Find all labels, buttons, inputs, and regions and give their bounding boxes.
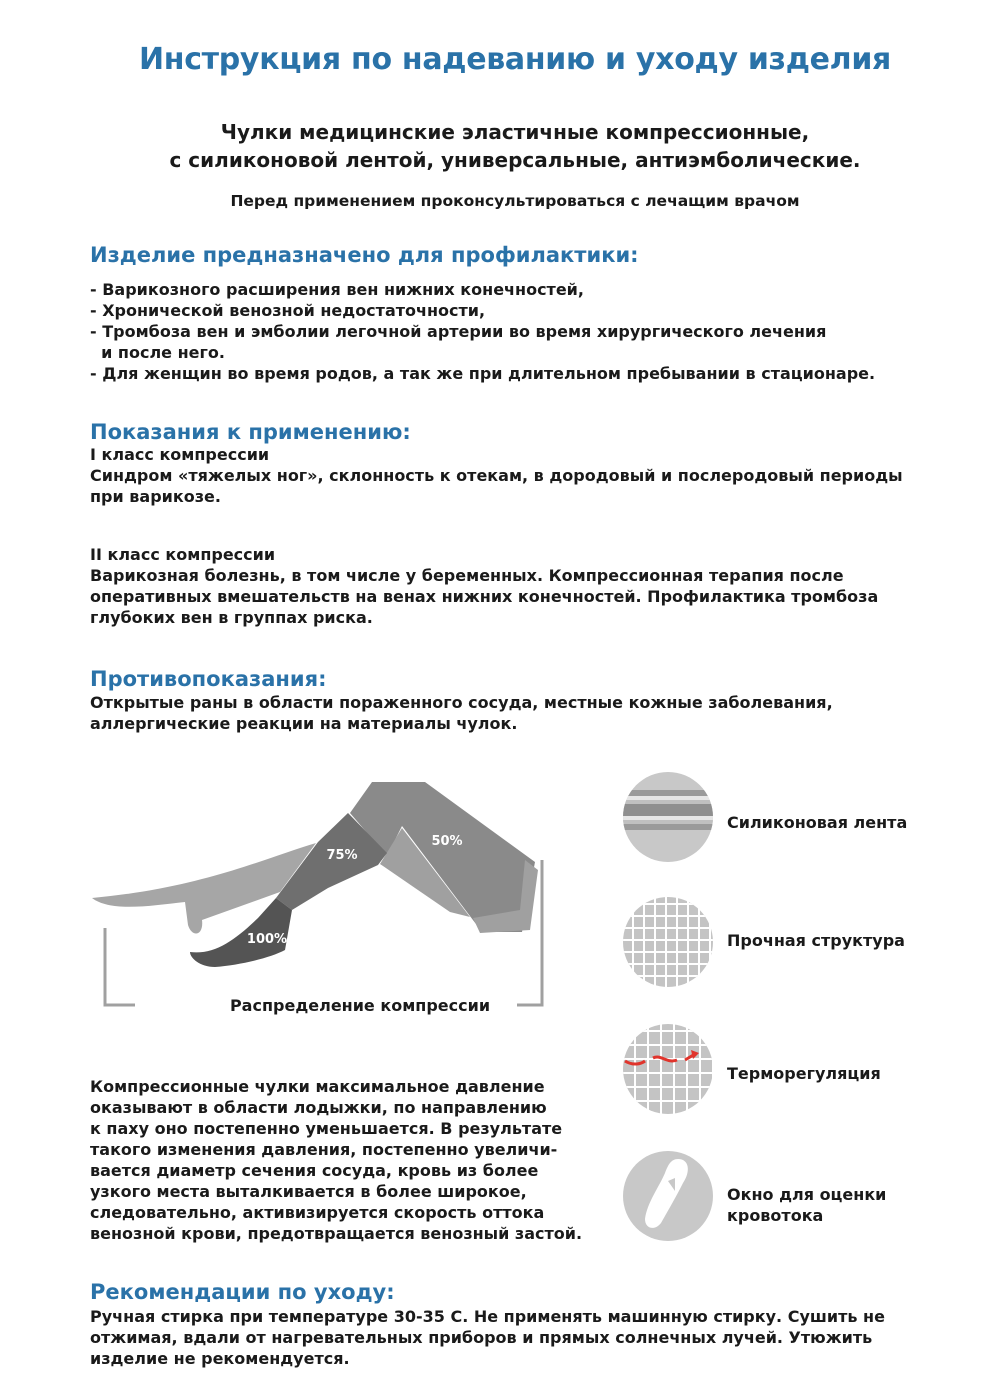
bracket — [105, 928, 135, 1005]
class2-text: оперативных вмешательств на венах нижних конечностей. Профилактика тромбоза — [90, 587, 879, 606]
page-title: Инструкция по надеванию и уходу изделия — [138, 42, 892, 77]
thermoregulation-icon — [623, 1024, 713, 1114]
diagram-caption: Распределение компрессии — [229, 996, 491, 1015]
contra-heading: Противопоказания: — [90, 667, 327, 691]
care-text — [90, 1306, 885, 1369]
contra-line: аллергические реакции на материалы чулок. — [90, 714, 518, 733]
class1-title: I класс компрессии — [90, 445, 270, 464]
explanation-line: венозной крови, предотвращается венозный застой. — [90, 1224, 583, 1243]
silicone-band-icon — [623, 772, 713, 862]
explanation-line: следовательно, активизируется скорость оттока — [90, 1203, 545, 1222]
contra-line: Открытые раны в области пораженного сосуда, местные кожные заболевания, — [90, 693, 833, 712]
feature-label: Силиконовая лента — [727, 813, 908, 832]
label-75: 75% — [326, 848, 358, 863]
feature-label-line: кровотока — [727, 1206, 824, 1225]
list-item: - Тромбоза вен и эмболии легочной артерии во время хирургического лечения — [90, 322, 827, 341]
compression-diagram — [80, 760, 560, 1020]
list-item: и после него. — [90, 343, 225, 362]
class1-text: Синдром «тяжелых ног», склонность к отекам, в дородовый и послеродовый периоды — [90, 466, 903, 485]
class2-text: глубоких вен в группах риска. — [90, 608, 373, 627]
product-name — [0, 118, 1000, 174]
care-line: изделие не рекомендуется. — [90, 1349, 350, 1368]
consult-note: Перед применением проконсультироваться с лечащим врачом — [230, 192, 800, 210]
feature-label: Терморегуляция — [727, 1064, 881, 1083]
explanation-line: такого изменения давления, постепенно увеличи- — [90, 1140, 558, 1159]
foot-window-icon — [623, 1151, 713, 1241]
class1-text: при варикозе. — [90, 487, 221, 506]
list-item: - Для женщин во время родов, а так же при длительном пребывании в стационаре. — [90, 364, 876, 383]
contra-text — [90, 692, 833, 734]
care-line: Ручная стирка при температуре 30-35 С. Не применять машинную стирку. Сушить не — [90, 1307, 885, 1326]
class2-block — [90, 544, 878, 628]
feature-label-line: Окно для оценки — [727, 1185, 887, 1204]
label-100: 100% — [246, 932, 288, 947]
product-name-line: Чулки медицинские эластичные компрессионные, — [220, 120, 810, 144]
indications-heading: Показания к применению: — [90, 420, 411, 444]
explanation-line: вается диаметр сечения сосуда, кровь из более — [90, 1161, 539, 1180]
list-item: - Варикозного расширения вен нижних конечностей, — [90, 280, 584, 299]
list-item: - Хронической венозной недостаточности, — [90, 301, 486, 320]
explanation-line: Компрессионные чулки максимальное давление — [90, 1077, 545, 1096]
explanation-text — [90, 1076, 582, 1244]
feature-label — [727, 1184, 886, 1226]
product-name-line: с силиконовой лентой, универсальные, антиэмболические. — [169, 148, 861, 172]
class2-title: II класс компрессии — [90, 545, 276, 564]
care-line: отжимая, вдали от нагревательных приборов и прямых солнечных лучей. Утюжить — [90, 1328, 873, 1347]
class1-block — [90, 444, 903, 507]
explanation-line: узкого места выталкивается в более широкое, — [90, 1182, 527, 1201]
feature-label: Прочная структура — [727, 931, 905, 950]
label-50: 50% — [431, 834, 463, 849]
care-heading: Рекомендации по уходу: — [90, 1280, 395, 1304]
explanation-line: оказывают в области лодыжки, по направлению — [90, 1098, 547, 1117]
class2-text: Варикозная болезнь, в том числе у беременных. Компрессионная терапия после — [90, 566, 844, 585]
explanation-line: к паху оно постепенно уменьшается. В результате — [90, 1119, 563, 1138]
purpose-heading: Изделие предназначено для профилактики: — [90, 243, 639, 267]
purpose-list — [90, 279, 875, 384]
knit-structure-icon — [623, 897, 713, 987]
